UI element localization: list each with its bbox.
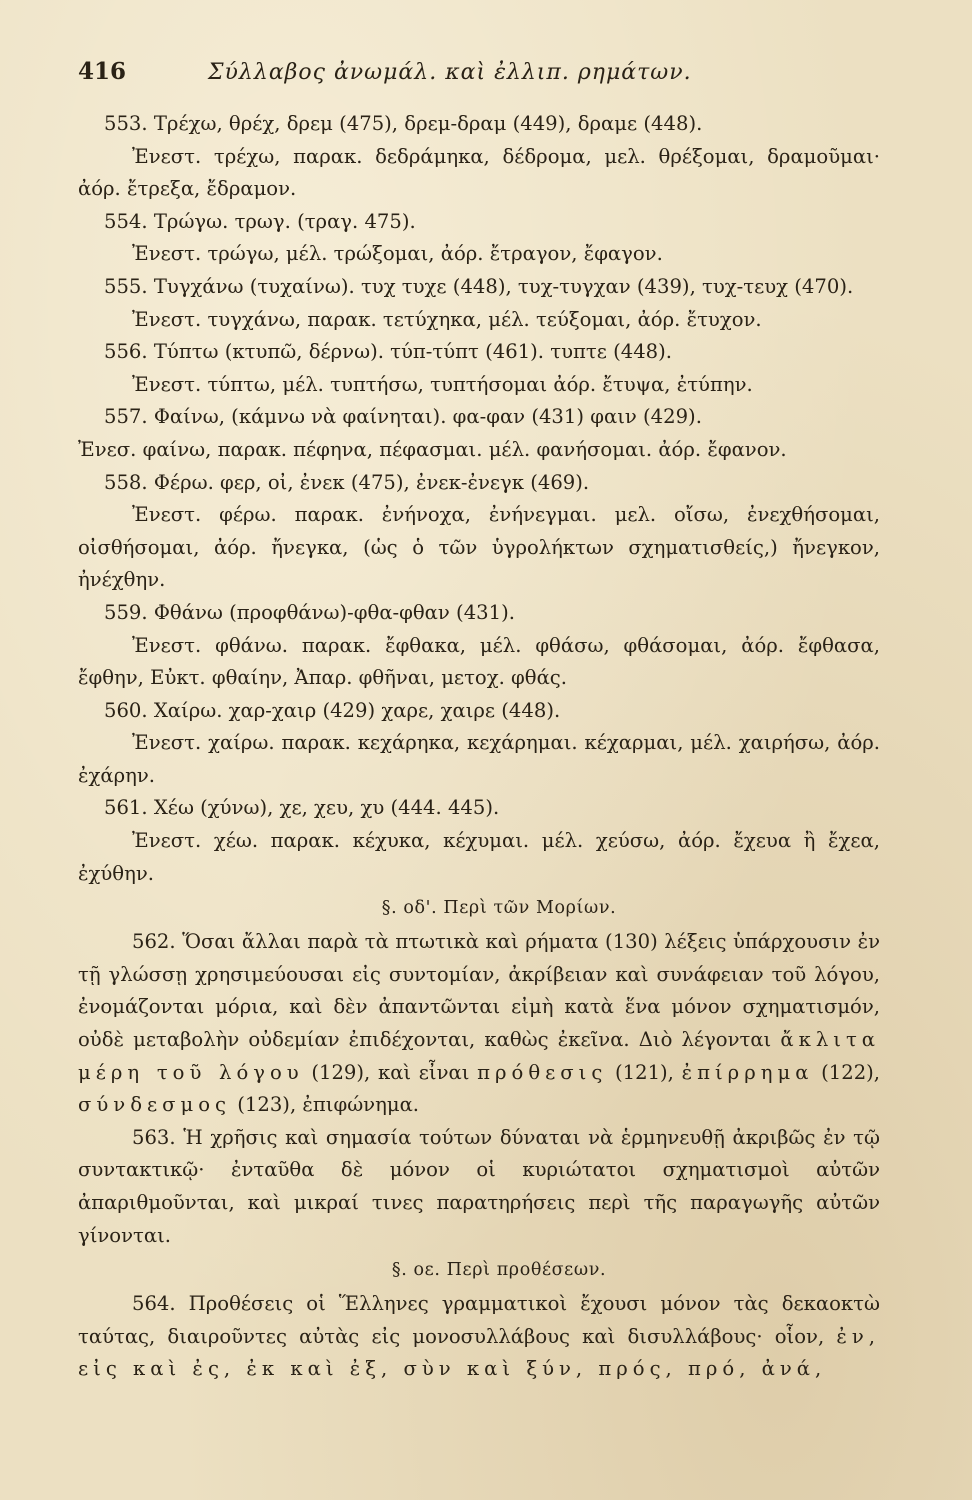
verb-entry-553 bbox=[78, 108, 880, 206]
page-number: 416 bbox=[78, 58, 127, 85]
entry-forms-line: Ἐνεστ. τρώγω, μέλ. τρώξομαι, ἀόρ. ἔτραγον, ἔφαγον. bbox=[132, 242, 663, 266]
verb-entry-560 bbox=[78, 695, 880, 793]
entry-forms-line: Ἐνεστ. φθάνω. παρακ. ἔφθακα, μέλ. φθάσω, φθάσομαι, ἀόρ. ἔφθασα, ἔφθην, Εὐκτ. φθαίην, Ἀπαρ. φθῆναι, μετοχ. φθάς. bbox=[78, 633, 880, 690]
term-aklita: ἄκλιτα μέρη τοῦ λόγου bbox=[78, 1028, 881, 1084]
page-header bbox=[78, 58, 880, 102]
entry-forms-line: Ἐνεστ. χέω. παρακ. κέχυκα, κέχυμαι. μέλ. χεύσω, ἀόρ. ἔχευα ἢ ἔχεα, ἐχύθην. bbox=[78, 829, 880, 885]
paragraph-563: 563. Ἡ χρῆσις καὶ σημασία τούτων δύναται νὰ ἑρμηνευθῇ ἀκριβῶς ἐν τῷ συντακτικῷ· ἐνταῦθα δὲ μόνον οἱ κυριώτατοι σχηματισμοὶ αὐτῶν ἀπαριθμοῦνται, καὶ μικραί τινες παρατηρήσεις περὶ τῆς παραγωγῆς αὐτῶν γίνονται. bbox=[78, 1125, 880, 1247]
entry-forms-line: Ἐνεστ. φέρω. παρακ. ἐνήνοχα, ἐνήνεγμαι. μελ. οἴσω, ἐνεχθήσομαι, οἰσθήσομαι, ἀόρ. ἤνεγκα, (ὡς ὁ τῶν ὑγρολήκτων σχηματισθείς,) ἤνεγκον, ἠνέχθην. bbox=[78, 503, 880, 592]
entry-stem-line: 557. Φαίνω, (κάμνω νὰ φαίνηται). φα-φαν (431) φαιν (429). bbox=[104, 405, 702, 429]
entry-stem-line: 556. Τύπτω (κτυπῶ, δέρνω). τύπ-τύπτ (461). τυπτε (448). bbox=[104, 340, 673, 364]
preposition-list: ἐν, εἰς καὶ ἐς, ἐκ καὶ ἐξ, σὺν καὶ ξύν, πρός, πρό, ἀνά, bbox=[78, 1324, 880, 1381]
entry-stem-line: 553. Τρέχω, θρέχ, δρεμ (475), δρεμ-δραμ (449), δραμε (448). bbox=[104, 112, 703, 135]
paragraph-text: (121), bbox=[615, 1060, 674, 1084]
verb-entry-557 bbox=[78, 401, 880, 466]
paragraph-text: 562. Ὅσαι ἄλλαι παρὰ τὰ πτωτικὰ καὶ ρήματα (130) λέξεις ὑπάρχουσιν ἐν τῇ γλώσσῃ χρησιμεύουσαι εἰς συντομίαν, ἀκρίβειαν καὶ συνάφειαν τοῦ λόγου, ἐνομάζονται μόρια, καὶ δὲν ἀπαντῶνται εἰμὴ κατὰ ἕνα μόνον σχηματισμόν, οὐδὲ μεταβολὴν οὐδεμίαν ἐπιδέχονται, καθὼς ἐκεῖνα. Διὸ λέγονται bbox=[78, 930, 880, 1052]
entry-forms-line: Ἐνεστ. χαίρω. παρακ. κεχάρηκα, κεχάρημαι. κέχαρμαι, μέλ. χαιρήσω, ἀόρ. ἐχάρην. bbox=[78, 731, 880, 787]
term-syndesmos: σύνδεσμος bbox=[78, 1093, 232, 1117]
entry-forms-line: Ἐνεστ. τρέχω, παρακ. δεδράμηκα, δέδρομα, μελ. θρέξομαι, δραμοῦμαι· ἀόρ. ἔτρεξα, ἔδραμον. bbox=[78, 144, 880, 201]
entry-stem-line: 559. Φθάνω (προφθάνω)-φθα-φθαν (431). bbox=[104, 600, 515, 624]
verb-entry-559 bbox=[78, 597, 880, 695]
section-heading-particles: §. οδ'. Περὶ τῶν Μορίων. bbox=[381, 898, 617, 919]
verb-entry-556 bbox=[78, 336, 880, 401]
entry-stem-line: 554. Τρώγω. τρωγ. (τραγ. 475). bbox=[104, 209, 416, 233]
entry-forms-line: Ἐνεσ. φαίνω, παρακ. πέφηνα, πέφασμαι. μέλ. φανήσομαι. ἀόρ. ἔφανον. bbox=[78, 437, 787, 461]
entry-stem-line: 560. Χαίρω. χαρ-χαιρ (429) χαρε, χαιρε (448). bbox=[104, 698, 561, 722]
paragraph-text: (129), καὶ εἶναι bbox=[311, 1060, 470, 1084]
paragraph-564 bbox=[78, 1288, 880, 1386]
entry-stem-line: 555. Τυγχάνω (τυχαίνω). τυχ τυχε (448), τυχ-τυγχαν (439), τυχ-τευχ (470). bbox=[104, 274, 854, 298]
verb-entry-555 bbox=[78, 271, 880, 336]
paragraph-562 bbox=[78, 926, 880, 1122]
paragraph-text: (122), bbox=[821, 1060, 881, 1084]
verb-entry-561 bbox=[78, 792, 880, 890]
paragraph-text: (123), ἐπιφώνημα. bbox=[237, 1093, 420, 1117]
running-title: Σύλλαβος ἀνωμάλ. καὶ ἐλλιπ. ρημάτων. bbox=[208, 60, 692, 85]
entry-stem-line: 558. Φέρω. φερ, οἰ, ἐνεκ (475), ἐνεκ-ἐνεγκ (469). bbox=[104, 470, 590, 494]
entry-forms-line: Ἐνεστ. τύπτω, μέλ. τυπτήσω, τυπτήσομαι ἀόρ. ἔτυψα, ἐτύπην. bbox=[132, 372, 753, 396]
entry-stem-line: 561. Χέω (χύνω), χε, χευ, χυ (444. 445). bbox=[104, 796, 500, 820]
verb-entry-558 bbox=[78, 467, 880, 597]
term-prothesis: πρόθεσις bbox=[477, 1060, 608, 1084]
section-heading-prepositions: §. οε. Περὶ προθέσεων. bbox=[391, 1260, 607, 1281]
entry-forms-line: Ἐνεστ. τυγχάνω, παρακ. τετύχηκα, μέλ. τεύξομαι, ἀόρ. ἔτυχον. bbox=[132, 307, 762, 331]
term-epirrhema: ἐπίρρημα bbox=[681, 1060, 814, 1084]
verb-entry-554 bbox=[78, 206, 880, 271]
paragraph-text: 564. Προθέσεις οἱ Ἕλληνες γραμματικοὶ ἔχουσι μόνον τὰς δεκαοκτὼ ταύτας, διαιροῦντες αὐτὰς εἰς μονοσυλλάβους καὶ δισυλλάβους· οἷον, bbox=[78, 1292, 880, 1348]
